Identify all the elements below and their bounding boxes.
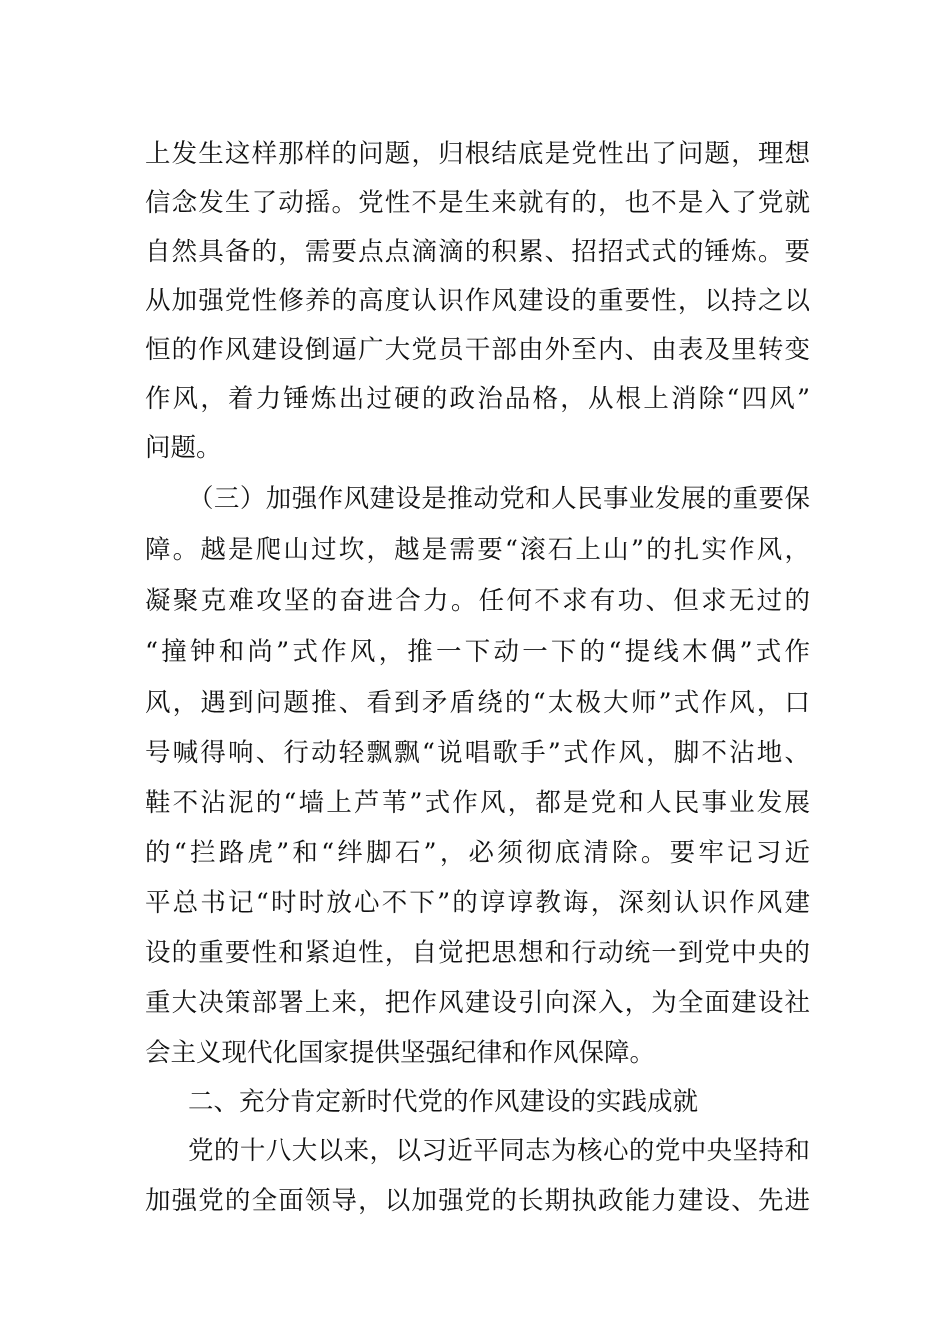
- paragraph-line: 凝聚克难攻坚的奋进合力。任何不求有功、但求无过的: [145, 586, 810, 616]
- section-heading: 二、充分肯定新时代党的作风建设的实践成就: [188, 1087, 699, 1117]
- paragraph-line: 平总书记“时时放心不下”的谆谆教诲，深刻认识作风建: [145, 888, 810, 918]
- paragraph-line: 会主义现代化国家提供坚强纪律和作风保障。: [145, 1038, 656, 1068]
- section-heading-line: （三）加强作风建设是推动党和人民事业发展的重要保: [188, 484, 810, 514]
- paragraph-line: 号喊得响、行动轻飘飘“说唱歌手”式作风，脚不沾地、: [145, 738, 810, 768]
- paragraph-line: 作风，着力锤炼出过硬的政治品格，从根上消除“四风”: [145, 384, 810, 414]
- paragraph-line: 重大决策部署上来，把作风建设引向深入，为全面建设社: [145, 988, 810, 1018]
- paragraph-line: 加强党的全面领导，以加强党的长期执政能力建设、先进: [145, 1186, 810, 1216]
- paragraph-line: 鞋不沾泥的“墙上芦苇”式作风，都是党和人民事业发展: [145, 788, 810, 818]
- paragraph-line: 设的重要性和紧迫性，自觉把思想和行动统一到党中央的: [145, 938, 810, 968]
- paragraph-line: 风，遇到问题推、看到矛盾绕的“太极大师”式作风，口: [145, 688, 810, 718]
- paragraph-line: 党的十八大以来，以习近平同志为核心的党中央坚持和: [188, 1136, 810, 1166]
- paragraph-line: 障。越是爬山过坎，越是需要“滚石上山”的扎实作风，: [145, 535, 810, 565]
- paragraph-line: 问题。: [145, 433, 222, 463]
- paragraph-line: 自然具备的，需要点点滴滴的积累、招招式式的锤炼。要: [145, 237, 810, 267]
- paragraph-line: 恒的作风建设倒逼广大党员干部由外至内、由表及里转变: [145, 335, 810, 365]
- paragraph-line: 上发生这样那样的问题，归根结底是党性出了问题，理想: [145, 139, 810, 169]
- paragraph-line: “撞钟和尚”式作风，推一下动一下的“提线木偶”式作: [145, 637, 810, 667]
- paragraph-line: 的“拦路虎”和“绊脚石”，必须彻底清除。要牢记习近: [145, 838, 810, 868]
- paragraph-line: 从加强党性修养的高度认识作风建设的重要性，以持之以: [145, 286, 810, 316]
- paragraph-line: 信念发生了动摇。党性不是生来就有的，也不是入了党就: [145, 188, 810, 218]
